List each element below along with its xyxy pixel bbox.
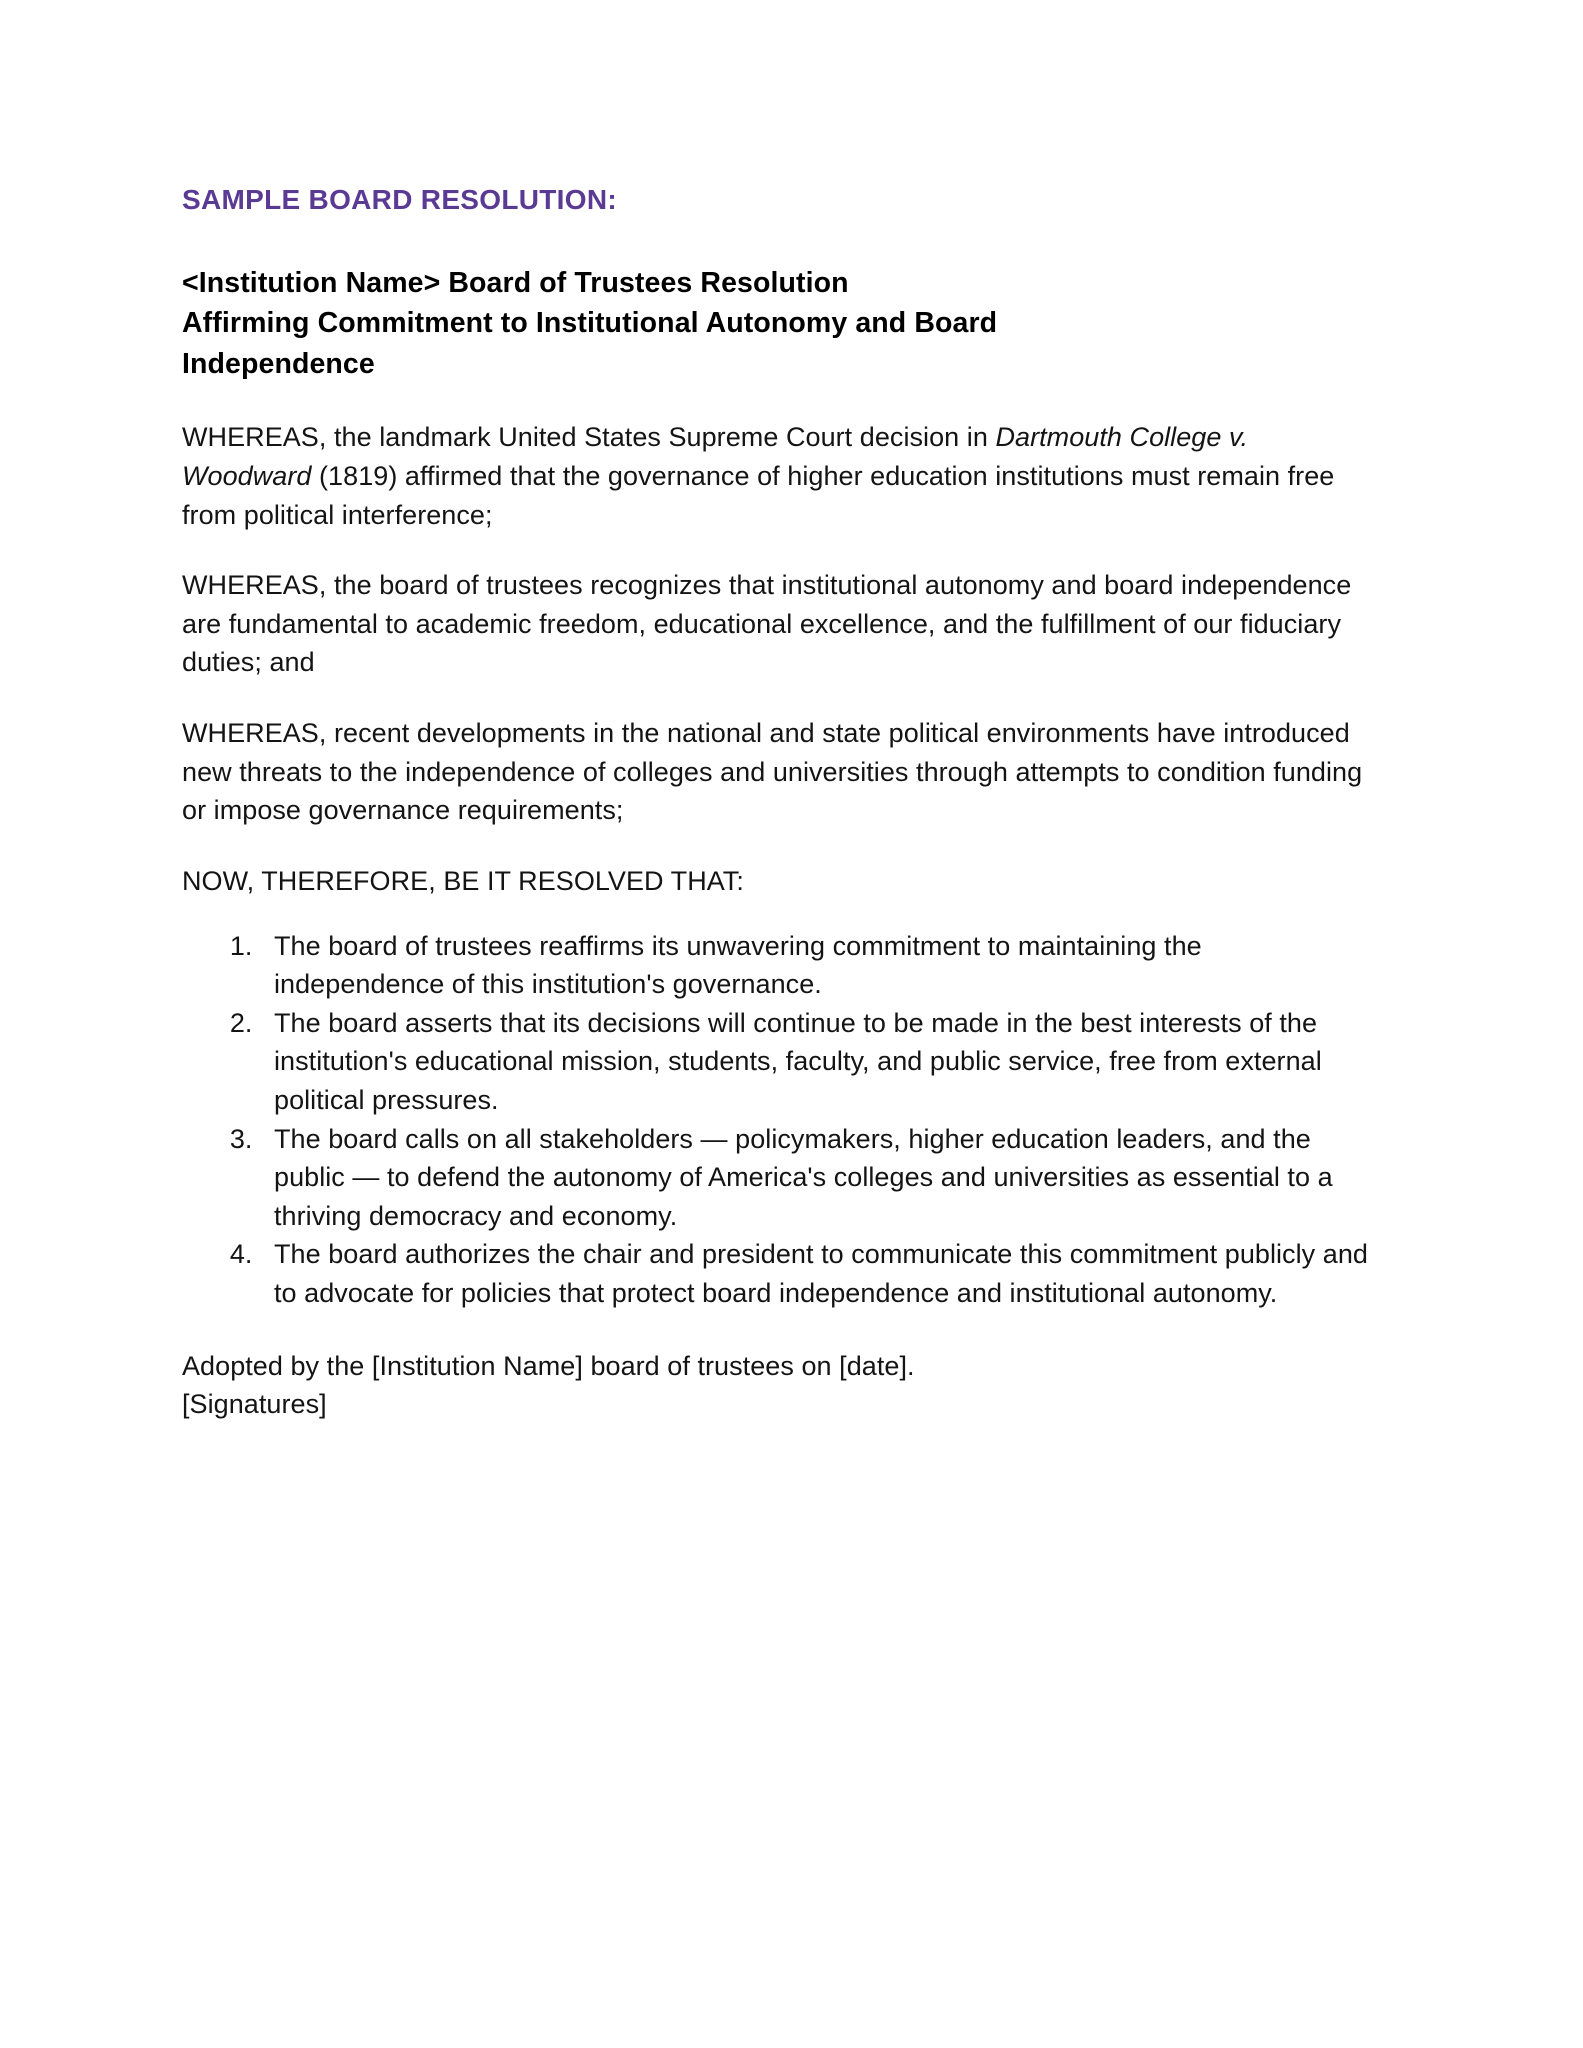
signatures-line: [Signatures] bbox=[182, 1389, 327, 1420]
document-title-line-2: Affirming Commitment to Institutional Autonomy and Board bbox=[182, 307, 998, 340]
section-label-sample-board-resolution: SAMPLE BOARD RESOLUTION: bbox=[182, 184, 617, 215]
whereas-clause-3: WHEREAS, recent developments in the national and state political environments have introduced new threats to the independence of colleges and universities through attempts to condition funding or impose governance requirements; bbox=[182, 718, 1363, 826]
whereas-clause-1 bbox=[182, 418, 1372, 534]
whereas-clause-2: WHEREAS, the board of trustees recognizes that institutional autonomy and board independence are fundamental to academic freedom, educational excellence, and the fulfillment of our fiduciary duties; and bbox=[182, 570, 1352, 678]
whereas-clause-1-text-after-citation: (1819) affirmed that the governance of higher education institutions must remain free from political interference; bbox=[182, 461, 1335, 530]
adopted-line: Adopted by the [Institution Name] board of trustees on [date]. bbox=[182, 1350, 915, 1381]
whereas-clause-1-text-before-citation: WHEREAS, the landmark United States Supreme Court decision in bbox=[182, 422, 996, 453]
closing-block bbox=[182, 1347, 1372, 1424]
resolved-intro-line: NOW, THEREFORE, BE IT RESOLVED THAT: bbox=[182, 865, 744, 896]
document-title bbox=[182, 263, 1232, 384]
resolutions-list bbox=[182, 927, 1372, 1313]
document-body bbox=[182, 182, 1372, 1424]
document-title-line-3: Independence bbox=[182, 347, 375, 380]
list-item: 3. The board calls on all stakeholders — policymakers, higher education leaders, and the public — to defend the autonomy of America's colleges and universities as essential to a thriving democracy and economy. bbox=[260, 1120, 1372, 1236]
list-item: 1. The board of trustees reaffirms its unwavering commitment to maintaining the independence of this institution's governance. bbox=[260, 927, 1372, 1004]
list-item: 4. The board authorizes the chair and president to communicate this commitment publicly and to advocate for policies that protect board independence and institutional autonomy. bbox=[260, 1235, 1372, 1312]
list-item: 2. The board asserts that its decisions will continue to be made in the best interests of the institution's educational mission, students, faculty, and public service, free from external political pressures. bbox=[260, 1004, 1372, 1120]
document-title-line-1: <Institution Name> Board of Trustees Resolution bbox=[182, 267, 849, 299]
case-citation-dartmouth-college-v-woodward: Dartmouth College v. Woodward bbox=[182, 422, 1249, 492]
